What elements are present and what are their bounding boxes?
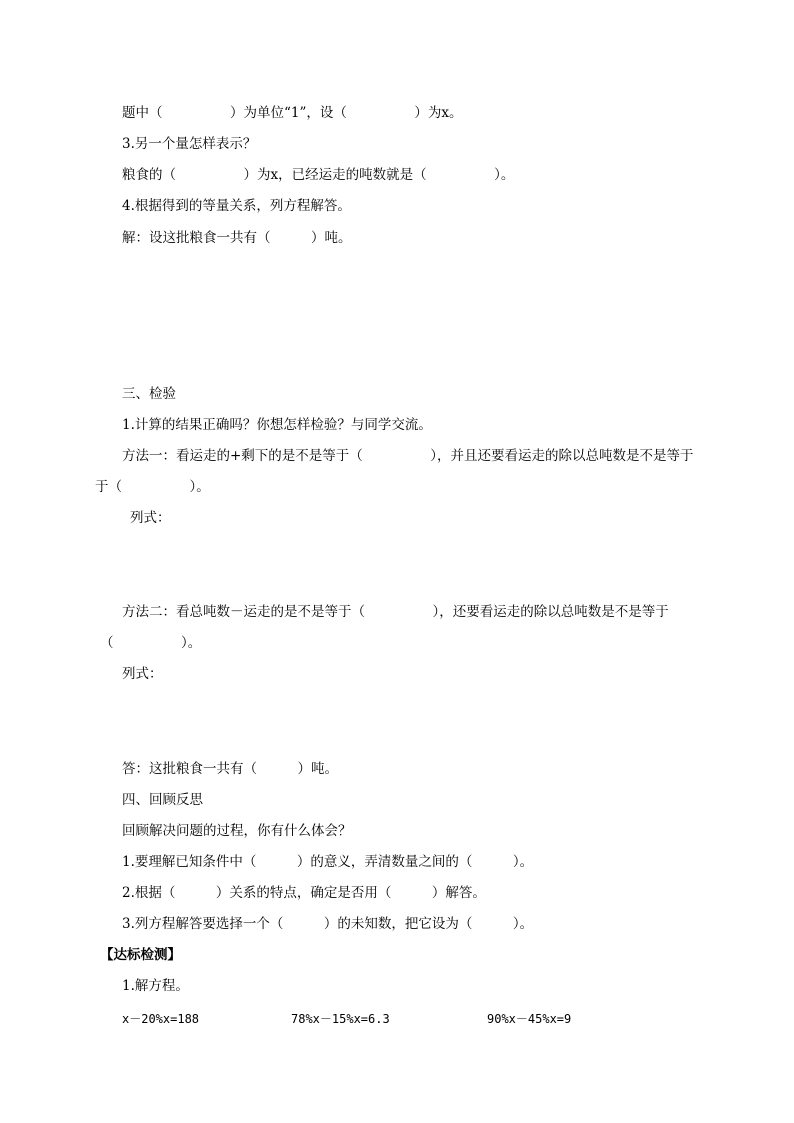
answer-line: 答：这批粮食一共有（ ）吨。 (122, 761, 338, 777)
question-heading: 4.根据得到的等量关系，列方程解答。 (122, 198, 351, 214)
equation-2: 78%x－15%x=6.3 (291, 1012, 390, 1026)
text-line: 回顾解决问题的过程，你有什么体会？ (122, 823, 352, 839)
formula-label: 列式： (130, 510, 171, 526)
formula-label: 列式： (122, 666, 163, 682)
question-heading: 1.计算的结果正确吗？你想怎样检验？与同学交流。 (122, 417, 432, 433)
question-heading: 3.另一个量怎样表示？ (122, 136, 257, 152)
equation-3: 90%x－45%x=9 (487, 1012, 572, 1026)
method-one-continuation: 于（ ）。 (95, 479, 210, 495)
section-heading-test: 【达标检测】 (100, 947, 181, 963)
text-line: 粮食的（ ）为x，已经运走的吨数就是（ ）。 (122, 167, 515, 183)
review-item: 3.列方程解答要选择一个（ ）的未知数，把它设为（ ）。 (122, 916, 534, 932)
method-two-continuation: （ ）。 (100, 635, 202, 651)
exercise-heading: 1.解方程。 (122, 978, 189, 994)
solution-line: 解：设这批粮食一共有（ ）吨。 (122, 230, 352, 246)
section-heading-check: 三、检验 (122, 386, 176, 402)
method-two-line: 方法二：看总吨数－运走的是不是等于（ ），还要看运走的除以总吨数是不是等于 (122, 604, 669, 620)
section-heading-review: 四、回顾反思 (122, 792, 203, 808)
method-one-line: 方法一：看运走的+剩下的是不是等于（ ），并且还要看运走的除以总吨数是不是等于 (122, 448, 694, 464)
equation-1: x－20%x=188 (122, 1012, 200, 1026)
text-line: 题中（ ）为单位“1”，设（ ）为x。 (122, 105, 463, 121)
review-item: 2.根据（ ）关系的特点，确定是否用（ ）解答。 (122, 885, 486, 901)
review-item: 1.要理解已知条件中（ ）的意义，弄清数量之间的（ ）。 (122, 854, 534, 870)
